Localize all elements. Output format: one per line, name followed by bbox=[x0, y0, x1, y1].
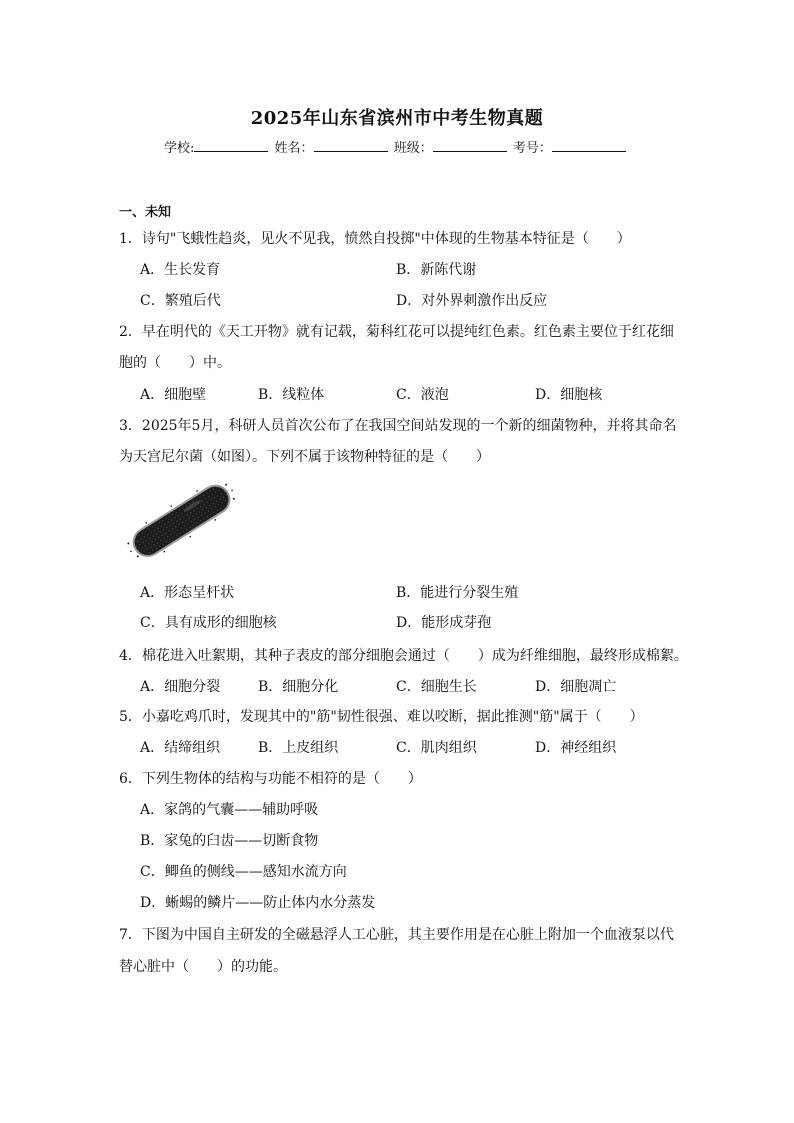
question-5-text: 5．小嘉吃鸡爪时，发现其中的"筋"韧性很强、难以咬断，据此推测"筋"属于（ ） bbox=[119, 709, 644, 725]
name-blank[interactable] bbox=[314, 139, 388, 152]
id-label: 考号： bbox=[512, 141, 552, 156]
q5-option-a: A．结缔组织 bbox=[140, 740, 221, 756]
question-2-text-line2: 胞的（ ）中。 bbox=[119, 355, 231, 371]
q3-option-a: A．形态呈杆状 bbox=[140, 585, 235, 601]
q2-option-a: A．细胞壁 bbox=[140, 387, 207, 403]
q5-option-b: B．上皮组织 bbox=[258, 740, 339, 756]
class-label: 班级： bbox=[393, 141, 433, 156]
question-4-text: 4．棉花进入吐絮期，其种子表皮的部分细胞会通过（ ）成为纤维细胞，最终形成棉絮。 bbox=[119, 648, 688, 664]
q4-option-b: B．细胞分化 bbox=[258, 679, 339, 695]
student-info-row bbox=[164, 137, 628, 156]
question-1-text: 1．诗句"飞蛾性趋炎，见火不见我，愤然自投掷"中体现的生物基本特征是（ ） bbox=[119, 231, 631, 247]
q6-option-a: A．家鸽的气囊——辅助呼吸 bbox=[140, 802, 319, 818]
q6-option-c: C．鲫鱼的侧线——感知水流方向 bbox=[140, 864, 347, 880]
q5-option-d: D．神经组织 bbox=[535, 740, 617, 756]
school-blank[interactable] bbox=[194, 139, 268, 152]
q4-option-a: A．细胞分裂 bbox=[140, 679, 221, 695]
id-blank[interactable] bbox=[552, 139, 626, 152]
q1-option-b: B．新陈代谢 bbox=[396, 262, 477, 278]
question-3-text-line2: 为天宫尼尔菌（如图）。下列不属于该物种特征的是（ ） bbox=[119, 449, 490, 465]
q5-option-c: C．肌肉组织 bbox=[396, 740, 477, 756]
q1-option-c: C．繁殖后代 bbox=[140, 293, 221, 309]
class-blank[interactable] bbox=[433, 139, 507, 152]
page-title: 2025年山东省滨州市中考生物真题 bbox=[250, 108, 544, 129]
q1-option-a: A．生长发育 bbox=[140, 262, 221, 278]
q1-option-d: D．对外界刺激作出反应 bbox=[396, 293, 548, 309]
question-7-text-line2: 替心脏中（ ）的功能。 bbox=[119, 959, 287, 975]
question-2-text-line1: 2．早在明代的《天工开物》就有记载，菊科红花可以提纯红色素。红色素主要位于红花细 bbox=[119, 324, 674, 340]
school-label: 学校: bbox=[164, 141, 195, 156]
q3-option-c: C．具有成形的细胞核 bbox=[140, 615, 277, 631]
q6-option-b: B．家兔的臼齿——切断食物 bbox=[140, 833, 319, 849]
q2-option-c: C．液泡 bbox=[396, 387, 449, 403]
q4-option-d: D．细胞凋亡 bbox=[535, 679, 617, 695]
bacterium-image bbox=[120, 470, 242, 570]
q2-option-b: B．线粒体 bbox=[258, 387, 325, 403]
name-label: 姓名： bbox=[274, 141, 314, 156]
question-7-text-line1: 7．下图为中国自主研发的全磁悬浮人工心脏，其主要作用是在心脏上附加一个血液泵以代 bbox=[119, 927, 674, 943]
question-6-text: 6．下列生物体的结构与功能不相符的是（ ） bbox=[119, 771, 422, 787]
q2-option-d: D．细胞核 bbox=[535, 387, 603, 403]
section-heading: 一、未知 bbox=[119, 205, 172, 220]
question-3-text-line1: 3．2025年5月，科研人员首次公布了在我国空间站发现的一个新的细菌物种，并将其命名 bbox=[119, 418, 677, 434]
q4-option-c: C．细胞生长 bbox=[396, 679, 477, 695]
q3-option-b: B．能进行分裂生殖 bbox=[396, 585, 519, 601]
q3-option-d: D．能形成芽孢 bbox=[396, 615, 492, 631]
q6-option-d: D．蜥蜴的鳞片——防止体内水分蒸发 bbox=[140, 895, 376, 911]
